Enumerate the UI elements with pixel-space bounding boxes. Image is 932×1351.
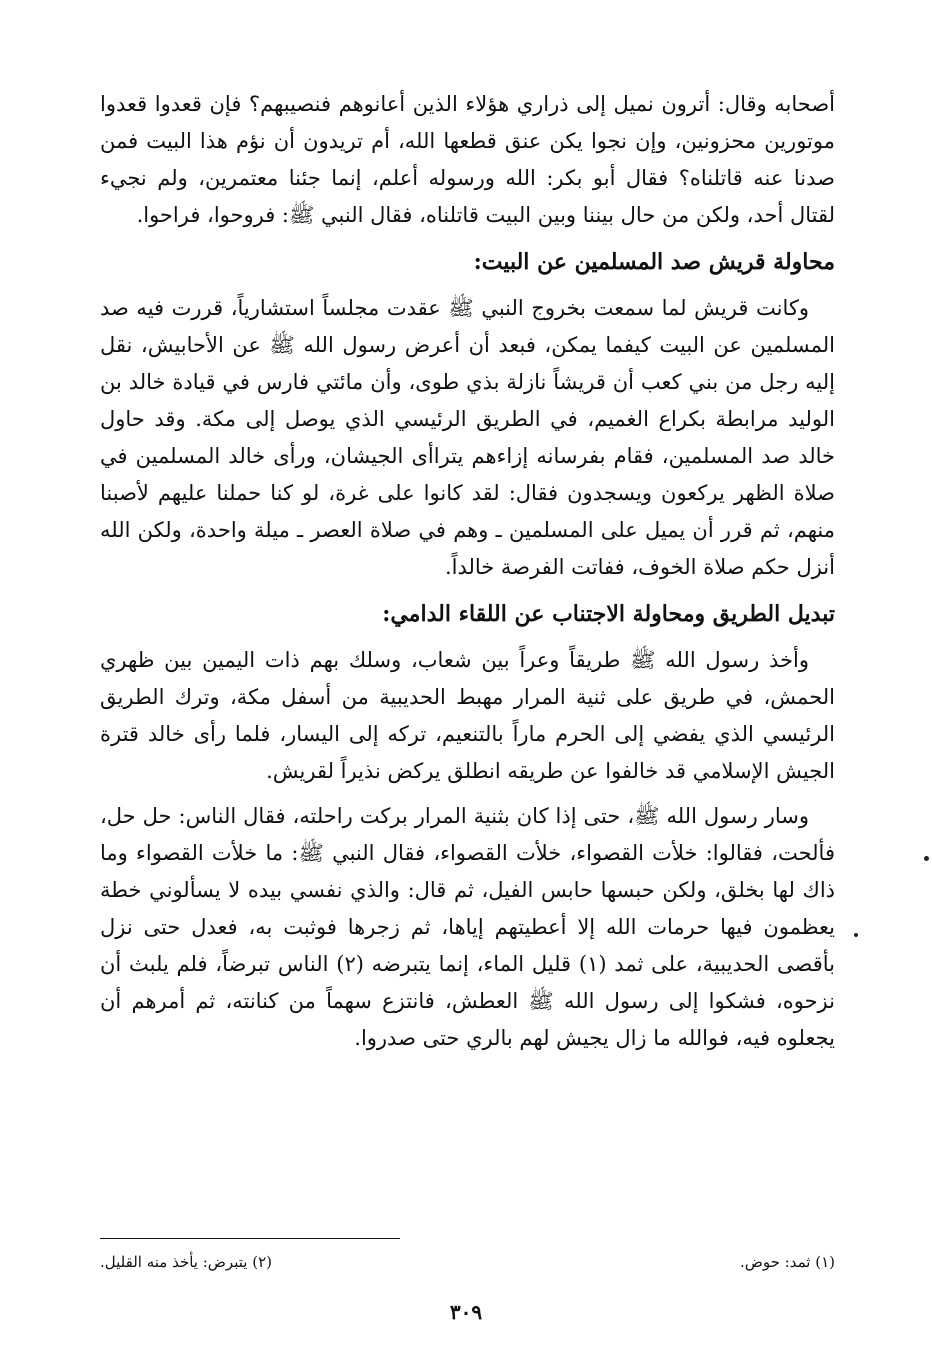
intro-paragraph: أصحابه وقال: أترون نميل إلى ذراري هؤلاء الذين أعانوهم فنصيبهم؟ فإن قعدوا قعدوا موتورين محزونين، وإن نجوا يكن عنق قطعها الله، أم تريدون أن نؤم هذا البيت فمن صدنا عنه قاتلناه؟ فقال أبو بكر: الله ورسوله أعلم، إنما جئنا معتمرين، ولم نجيء لقتال أحد، ولكن من حال بيننا وبين البيت قاتلناه، فقال النبي ﷺ: فروحوا، فراحوا. xyxy=(100,92,835,227)
footnote-divider xyxy=(100,1238,835,1239)
footnote-1: (١) ثمد: حوض. xyxy=(739,1253,835,1271)
scan-speck xyxy=(854,933,858,937)
section-paragraph-route-change: وأخذ رسول الله ﷺ طريقاً وعراً بين شعاب، وسلك بهم ذات اليمين بين ظهري الحمش، في طريق على ثنية المرار مهبط الحديبية من أسفل مكة، وترك الطريق الرئيسي الذي يفضي إلى الحرم ماراً بالتنعيم، تركه إلى اليسار، فلما رأى خالد قترة الجيش الإسلامي قد خالفوا عن طريقه انطلق يركض نذيراً لقريش. xyxy=(100,648,835,783)
section-paragraph-hudaybiyyah: وسار رسول الله ﷺ، حتى إذا كان بثنية المرار بركت راحلته، فقال الناس: حل حل، فألحت، فقالوا: خلأت القصواء، خلأت القصواء، فقال النبي ﷺ: ما خلأت القصواء وما ذاك لها بخلق، ولكن حبسها حابس الفيل، ثم قال: والذي نفسي بيده لا يسألوني خطة يعظمون فيها حرمات الله إلا أعطيتهم إياها، ثم زجرها فوثبت به، فعدل حتى نزل بأقصى الحديبية، على ثمد (١) قليل الماء، إنما يتبرضه (٢) الناس تبرضاً، فلم يلبث أن نزحوه، فشكوا إلى رسول الله ﷺ العطش، فانتزع سهماً من كنانته، ثم أمرهم أن يجعلوه فيه، فوالله ما زال يجيش لهم بالري حتى صدروا. xyxy=(100,804,835,1050)
section-heading-route-change: تبديل الطريق ومحاولة الاجتناب عن اللقاء الدامي: xyxy=(382,601,835,627)
scan-speck xyxy=(924,856,929,861)
footnote-2: (٢) يتبرض: يأخذ منه القليل. xyxy=(100,1253,272,1271)
section-paragraph-quraysh: وكانت قريش لما سمعت بخروج النبي ﷺ عقدت مجلساً استشارياً، قررت فيه صد المسلمين عن البيت كيفما يمكن، فبعد أن أعرض رسول الله ﷺ عن الأحابيش، نقل إليه رجل من بني كعب أن قريشاً نازلة بذي طوى، وأن مائتي فارس في قيادة خالد بن الوليد مرابطة بكراع الغميم، في الطريق الرئيسي الذي يوصل إلى مكة. وقد حاول خالد صد المسلمين، فقام بفرسانه إزاءهم يتراأى الجيشان، ورأى خالد المسلمين في صلاة الظهر يركعون ويسجدون فقال: لقد كانوا على غرة، لو كنا حملنا عليهم لأصبنا منهم، ثم قرر أن يميل على المسلمين ـ وهم في صلاة العصر ـ ميلة واحدة، ولكن الله أنزل حكم صلاة الخوف، ففاتت الفرصة خالداً. xyxy=(100,296,835,579)
page-number: ٣٠٩ xyxy=(449,1300,483,1324)
footnotes xyxy=(100,1250,835,1274)
section-heading-quraysh: محاولة قريش صد المسلمين عن البيت: xyxy=(473,249,835,275)
page-body xyxy=(100,86,835,1065)
